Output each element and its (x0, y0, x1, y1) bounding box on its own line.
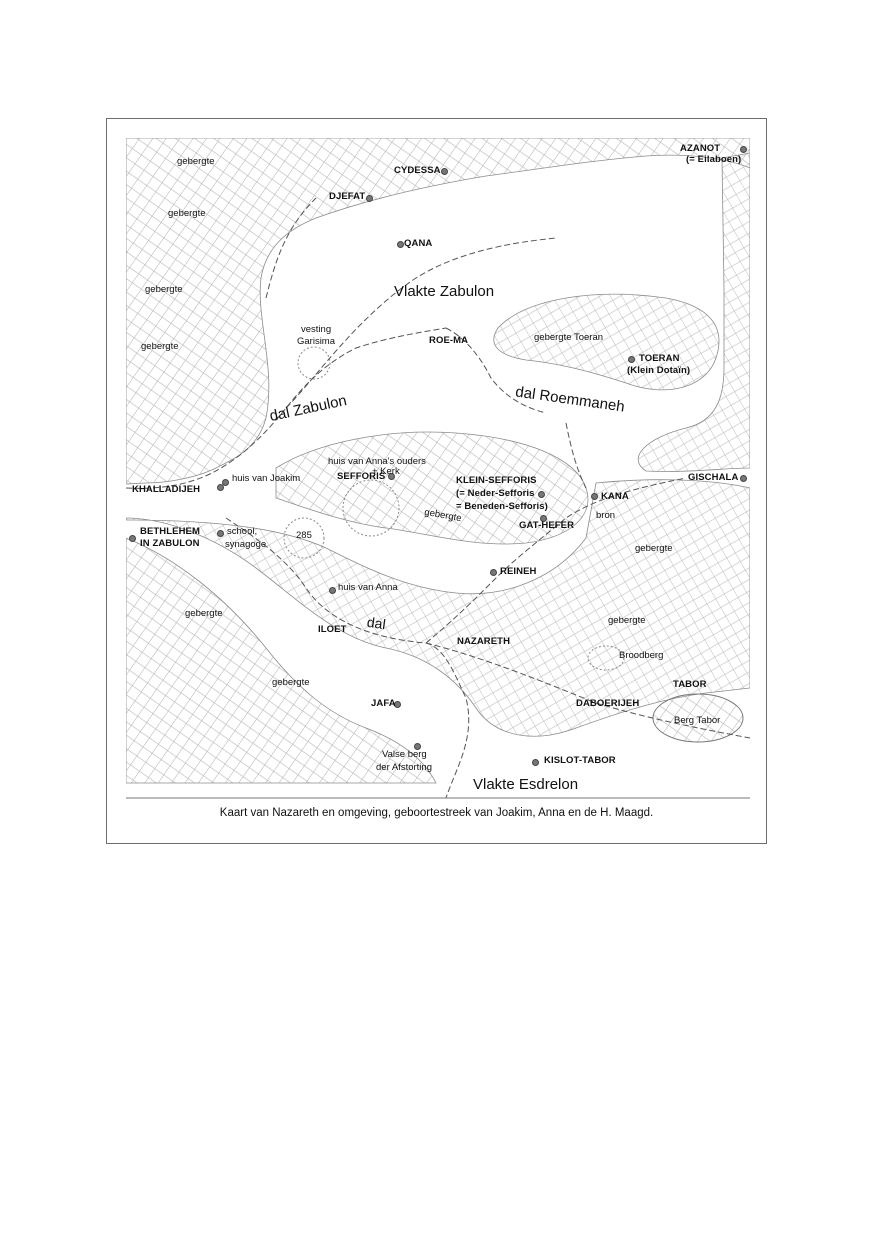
label-azanot: AZANOT (680, 143, 721, 154)
label-cydessa: CYDESSA (394, 165, 441, 176)
label-dal-roemmaneh: dal Roemmaneh (514, 383, 626, 416)
label-dal-zabulon: dal Zabulon (268, 392, 349, 425)
label-gebergte-6: gebergte (635, 543, 673, 554)
label-gebergte-toeran: gebergte Toeran (534, 332, 604, 343)
marker-kana (591, 493, 598, 500)
label-gebergte-8: gebergte (608, 615, 646, 626)
label-klein-dotain: (Klein Dotaïn) (627, 365, 691, 376)
label-vlakte-esdrelon: Vlakte Esdrelon (473, 776, 579, 793)
marker-bethlehem (129, 535, 136, 542)
marker-cydessa (441, 168, 448, 175)
label-qana: QANA (404, 238, 433, 249)
marker-qana (397, 241, 404, 248)
label-gischala: GISCHALA (688, 472, 739, 483)
label-gebergte-4: gebergte (141, 341, 179, 352)
marker-toeran (628, 356, 635, 363)
label-sefforis: SEFFORIS (337, 471, 386, 482)
marker-huis-anna (329, 587, 336, 594)
label-vesting: vesting (301, 324, 332, 335)
label-kislot-tabor: KISLOT-TABOR (544, 755, 616, 766)
label-khalladijeh: KHALLADIJEH (132, 484, 201, 495)
label-gebergte-1: gebergte (177, 156, 215, 167)
label-eilaboen: (= Eilaboen) (686, 154, 742, 165)
marker-school (217, 530, 224, 537)
label-gat-hefer: GAT-HEFER (519, 520, 575, 531)
label-djefat: DJEFAT (329, 191, 366, 202)
label-school: school, (227, 526, 258, 537)
label-neder-sefforis: (= Neder-Sefforis (456, 488, 535, 499)
label-garisima: Garisima (297, 336, 336, 347)
label-huis-joakim: huis van Joakim (232, 473, 301, 484)
marker-azanot (740, 146, 747, 153)
map-drawing (126, 138, 750, 802)
marker-kislot-tabor (532, 759, 539, 766)
label-height-285: 285 (296, 530, 312, 541)
marker-reineh (490, 569, 497, 576)
label-gebergte-7: gebergte (185, 608, 223, 619)
label-daboerijeh: DABOERIJEH (576, 698, 640, 709)
marker-djefat (366, 195, 373, 202)
label-der-afstorting: der Afstorting (376, 762, 432, 773)
label-in-zabulon: IN ZABULON (140, 538, 200, 549)
marker-khalladijeh (217, 484, 224, 491)
label-valse-berg: Valse berg (382, 749, 427, 760)
label-gebergte-5: gebergte (423, 506, 463, 525)
label-vlakte-zabulon: Vlakte Zabulon (394, 283, 495, 300)
label-kerk: + Kerk (372, 466, 400, 477)
label-reineh: REINEH (500, 566, 537, 577)
label-berg-tabor: Berg Tabor (674, 715, 721, 726)
map-caption: Kaart van Nazareth en omgeving, geboortestreek van Joakim, Anna en de H. Maagd. (219, 807, 654, 819)
label-nazareth: NAZARETH (457, 636, 511, 647)
label-broodberg: Broodberg (619, 650, 664, 661)
label-toeran: TOERAN (639, 353, 680, 364)
marker-klein-sefforis (538, 491, 545, 498)
label-dal: dal (365, 613, 387, 633)
label-gebergte-9: gebergte (272, 677, 310, 688)
label-huis-anna: huis van Anna (338, 582, 398, 593)
label-gebergte-3: gebergte (145, 284, 183, 295)
label-gebergte-2: gebergte (168, 208, 206, 219)
map-area (126, 138, 750, 802)
label-iloet: ILOET (318, 624, 347, 635)
label-bethlehem: BETHLEHEM (140, 526, 201, 537)
label-kana: KANA (601, 491, 629, 502)
label-jafa: JAFA (371, 698, 396, 709)
marker-gischala (740, 475, 747, 482)
label-beneden-sefforis: = Beneden-Sefforis) (456, 501, 548, 512)
label-bron: bron (596, 510, 616, 521)
label-klein-sefforis: KLEIN-SEFFORIS (456, 475, 537, 486)
label-huis-annas-ouders: huis van Anna's ouders (328, 456, 426, 467)
label-roe-ma: ROE-MA (429, 335, 469, 346)
label-synagoge: synagoge (225, 539, 267, 550)
label-tabor: TABOR (673, 679, 707, 690)
